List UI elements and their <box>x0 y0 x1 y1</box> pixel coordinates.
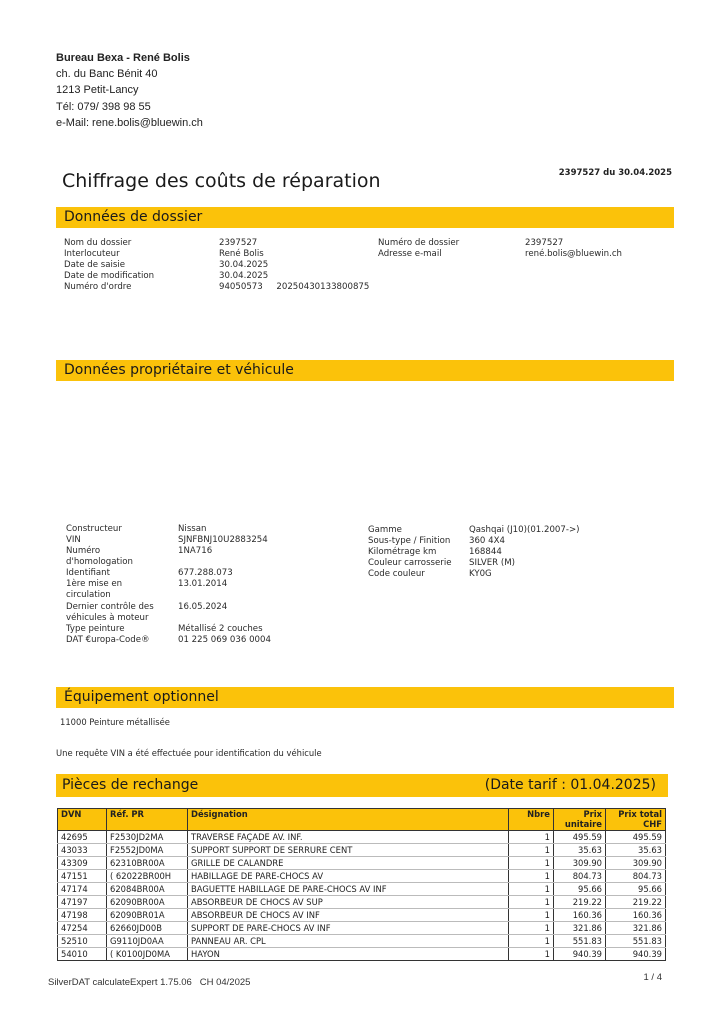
dossier-label: Date de modification <box>64 271 155 281</box>
cell-designation: TRAVERSE FAÇADE AV. INF. <box>188 831 509 844</box>
cell-qty: 1 <box>509 948 554 961</box>
vehicle-left-values <box>178 524 271 646</box>
cell-total: 219.22 <box>606 896 666 909</box>
cell-designation: SUPPORT SUPPORT DE SERRURE CENT <box>188 844 509 857</box>
cell-total: 35.63 <box>606 844 666 857</box>
cell-total: 551.83 <box>606 935 666 948</box>
sender-email: e-Mail: rene.bolis@bluewin.ch <box>56 116 203 129</box>
dossier-label: Adresse e-mail <box>378 249 442 259</box>
section-bar-dossier: Données de dossier <box>56 207 674 228</box>
vehicle-value: KY0G <box>469 569 492 579</box>
dossier-value: 30.04.2025 <box>219 260 269 270</box>
cell-unit-price: 35.63 <box>554 844 606 857</box>
cell-ref: G9110JD0AA <box>107 935 188 948</box>
col-header-dvn: DVN <box>58 809 107 831</box>
vehicle-right-values <box>469 525 580 580</box>
table-row <box>58 857 666 870</box>
cell-dvn: 47198 <box>58 909 107 922</box>
col-header-unit-price-line2: unitaire <box>564 818 602 829</box>
section-bar-equipment: Équipement optionnel <box>56 687 674 708</box>
cell-ref: 62090BR00A <box>107 896 188 909</box>
section-bar-owner-vehicle: Données propriétaire et véhicule <box>56 360 674 381</box>
table-row <box>58 935 666 948</box>
cell-ref: 62310BR00A <box>107 857 188 870</box>
col-header-total-line1: Prix total <box>618 809 662 819</box>
cell-total: 95.66 <box>606 883 666 896</box>
table-row <box>58 831 666 844</box>
cell-ref: 62660JD00B <box>107 922 188 935</box>
vehicle-value: 360 4X4 <box>469 536 505 546</box>
dossier-value: 2397527 <box>525 238 564 248</box>
cell-ref: F2530JD2MA <box>107 831 188 844</box>
vehicle-value: 13.01.2014 <box>178 579 228 589</box>
cell-total: 321.86 <box>606 922 666 935</box>
col-header-unit-price-line1: Prix <box>583 809 602 819</box>
cell-qty: 1 <box>509 857 554 870</box>
vehicle-value: 01 225 069 036 0004 <box>178 635 271 645</box>
cell-dvn: 43033 <box>58 844 107 857</box>
col-header-total <box>606 809 666 831</box>
table-row <box>58 883 666 896</box>
section-bar-parts <box>56 774 668 797</box>
dossier-value: rené.bolis@bluewin.ch <box>525 249 622 259</box>
table-row <box>58 870 666 883</box>
document-reference: 2397527 du 30.04.2025 <box>558 168 672 178</box>
cell-qty: 1 <box>509 844 554 857</box>
table-row <box>58 896 666 909</box>
dossier-label: Numéro d'ordre <box>64 282 132 292</box>
dossier-label: Numéro de dossier <box>378 238 460 248</box>
cell-designation: ABSORBEUR DE CHOCS AV INF <box>188 909 509 922</box>
cell-designation: GRILLE DE CALANDRE <box>188 857 509 870</box>
cell-unit-price: 321.86 <box>554 922 606 935</box>
cell-ref: ( K0100JD0MA <box>107 948 188 961</box>
vehicle-label: circulation <box>66 590 111 600</box>
cell-unit-price: 940.39 <box>554 948 606 961</box>
cell-unit-price: 309.90 <box>554 857 606 870</box>
dossier-label: Date de saisie <box>64 260 126 270</box>
cell-qty: 1 <box>509 883 554 896</box>
cell-total: 940.39 <box>606 948 666 961</box>
cell-ref: 62084BR00A <box>107 883 188 896</box>
vehicle-value: Qashqai (J10)(01.2007->) <box>469 525 580 535</box>
vehicle-value: 1NA716 <box>178 546 213 556</box>
dossier-left-values <box>219 238 369 293</box>
footer-software: SilverDAT calculateExpert 1.75.06 CH 04/2025 <box>48 977 251 988</box>
cell-qty: 1 <box>509 896 554 909</box>
cell-dvn: 52510 <box>58 935 107 948</box>
vehicle-label: Code couleur <box>368 569 425 579</box>
col-header-total-line2: CHF <box>643 818 662 829</box>
cell-total: 495.59 <box>606 831 666 844</box>
cell-ref: 62090BR01A <box>107 909 188 922</box>
vehicle-label: DAT €uropa-Code® <box>66 635 150 645</box>
col-header-qty: Nbre <box>509 809 554 831</box>
parts-heading: Pièces de rechange <box>62 777 199 793</box>
table-row <box>58 909 666 922</box>
parts-table <box>57 808 666 961</box>
parts-tariff-date: (Date tarif : 01.04.2025) <box>484 777 656 793</box>
cell-designation: ABSORBEUR DE CHOCS AV SUP <box>188 896 509 909</box>
vehicle-label: Type peinture <box>66 624 125 634</box>
cell-dvn: 42695 <box>58 831 107 844</box>
vehicle-value: SJNFBNJ10U2883254 <box>178 535 268 545</box>
cell-unit-price: 95.66 <box>554 883 606 896</box>
vehicle-label: Constructeur <box>66 524 122 534</box>
vehicle-label: Gamme <box>368 525 402 535</box>
table-row <box>58 948 666 961</box>
cell-designation: BAGUETTE HABILLAGE DE PARE-CHOCS AV INF <box>188 883 509 896</box>
dossier-value: 94050573 20250430133800875 <box>219 282 370 292</box>
cell-designation: HABILLAGE DE PARE-CHOCS AV <box>188 870 509 883</box>
vehicle-left-labels <box>66 524 176 646</box>
cell-dvn: 47197 <box>58 896 107 909</box>
vehicle-label: VIN <box>66 535 81 545</box>
cell-total: 309.90 <box>606 857 666 870</box>
cell-total: 804.73 <box>606 870 666 883</box>
cell-dvn: 54010 <box>58 948 107 961</box>
document-title: Chiffrage des coûts de réparation <box>62 170 381 192</box>
vehicle-label-multiline <box>66 546 176 568</box>
vin-request-note: Une requête VIN a été effectuée pour identification du véhicule <box>56 748 322 758</box>
vehicle-label-multiline <box>66 602 176 624</box>
vehicle-label-multiline <box>66 579 176 601</box>
cell-qty: 1 <box>509 831 554 844</box>
vehicle-right-labels <box>368 525 452 580</box>
cell-qty: 1 <box>509 935 554 948</box>
table-row <box>58 844 666 857</box>
dossier-value: René Bolis <box>219 249 264 259</box>
cell-unit-price: 804.73 <box>554 870 606 883</box>
vehicle-value: Nissan <box>178 524 207 534</box>
parts-header-row <box>58 809 666 831</box>
cell-qty: 1 <box>509 909 554 922</box>
vehicle-label: véhicules à moteur <box>66 613 149 623</box>
vehicle-label: 1ère mise en <box>66 579 123 589</box>
cell-designation: HAYON <box>188 948 509 961</box>
cell-ref: F2552JD0MA <box>107 844 188 857</box>
cell-qty: 1 <box>509 870 554 883</box>
cell-designation: SUPPORT DE PARE-CHOCS AV INF <box>188 922 509 935</box>
cell-unit-price: 160.36 <box>554 909 606 922</box>
sender-name: Bureau Bexa - René Bolis <box>56 52 190 64</box>
vehicle-value: 677.288.073 <box>178 568 233 578</box>
cell-ref: ( 62022BR00H <box>107 870 188 883</box>
sender-city: 1213 Petit-Lancy <box>56 84 139 97</box>
cell-unit-price: 495.59 <box>554 831 606 844</box>
dossier-right-labels <box>378 238 459 260</box>
col-header-designation: Désignation <box>188 809 509 831</box>
sender-block <box>56 50 203 131</box>
dossier-value: 30.04.2025 <box>219 271 269 281</box>
vehicle-label: Identifiant <box>66 568 110 578</box>
vehicle-label: Kilométrage km <box>368 547 437 557</box>
page-number: 1 / 4 <box>643 972 662 983</box>
equipment-item: 11000 Peinture métallisée <box>60 717 170 727</box>
vehicle-value: Métallisé 2 couches <box>178 624 263 634</box>
cell-dvn: 43309 <box>58 857 107 870</box>
sender-street: ch. du Banc Bénit 40 <box>56 68 158 81</box>
vehicle-value: 16.05.2024 <box>178 602 228 612</box>
col-header-ref: Réf. PR <box>107 809 188 831</box>
cell-designation: PANNEAU AR. CPL <box>188 935 509 948</box>
vehicle-value: SILVER (M) <box>469 558 515 568</box>
table-row <box>58 922 666 935</box>
vehicle-label: Numéro <box>66 546 101 556</box>
dossier-right-values <box>525 238 622 260</box>
vehicle-label: Dernier contrôle des <box>66 602 154 612</box>
dossier-left-labels <box>64 238 154 293</box>
vehicle-label: d'homologation <box>66 557 133 567</box>
dossier-label: Interlocuteur <box>64 249 120 259</box>
cell-dvn: 47174 <box>58 883 107 896</box>
cell-dvn: 47151 <box>58 870 107 883</box>
dossier-value: 2397527 <box>219 238 258 248</box>
cell-unit-price: 219.22 <box>554 896 606 909</box>
cell-unit-price: 551.83 <box>554 935 606 948</box>
sender-phone: Tél: 079/ 398 98 55 <box>56 100 151 113</box>
cell-qty: 1 <box>509 922 554 935</box>
col-header-unit-price <box>554 809 606 831</box>
vehicle-value: 168844 <box>469 547 502 557</box>
vehicle-label: Sous-type / Finition <box>368 536 451 546</box>
vehicle-label: Couleur carrosserie <box>368 558 452 568</box>
parts-table-wrapper <box>57 808 666 961</box>
cell-dvn: 47254 <box>58 922 107 935</box>
dossier-label: Nom du dossier <box>64 238 132 248</box>
cell-total: 160.36 <box>606 909 666 922</box>
